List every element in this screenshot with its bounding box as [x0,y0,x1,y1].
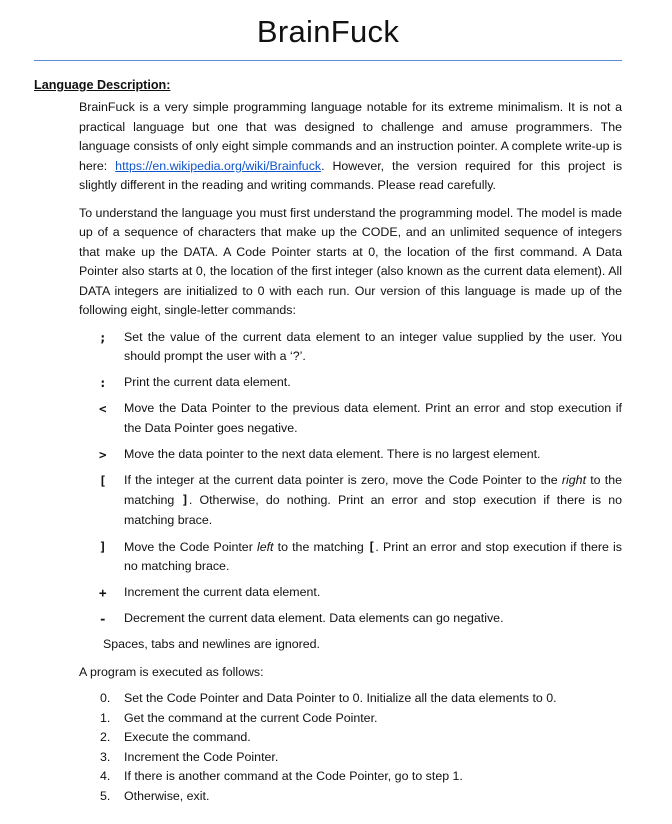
desc-emphasis: left [256,539,274,554]
step-number: 2. [100,730,111,744]
command-description: Decrement the current data element. Data elements can go negative. [124,611,504,625]
command-symbol: ] [99,538,107,554]
command-description [124,537,622,577]
command-description: Increment the current data element. [124,585,321,599]
step-text: Otherwise, exit. [124,788,210,803]
command-symbol: : [99,375,107,390]
command-description [124,471,622,531]
step-item [79,748,622,768]
step-number: 3. [100,749,111,764]
desc-part: to the matching [124,472,622,507]
desc-part: . Print an error and stop execution if there is no matching brace. [124,539,622,573]
command-item [79,537,622,577]
step-text: Increment the Code Pointer. [124,749,279,764]
step-number: 5. [100,788,111,803]
step-text: Get the command at the current Code Pointer. [124,710,378,725]
step-text: If there is another command at the Code Pointer, go to step 1. [124,769,463,783]
intro-text-after-link: . However, the version required for this project is slightly different in the reading and writing commands. Please read carefully. [79,158,623,192]
command-item [79,328,622,367]
desc-part: If the integer at the current data pointer is zero, move the Code Pointer to the [124,472,562,487]
command-symbol: [ [99,472,107,488]
step-number: 0. [100,691,111,705]
desc-emphasis: right [561,472,587,487]
command-symbol: ; [99,329,107,345]
command-item [79,471,622,531]
step-item [79,767,622,787]
step-text: Execute the command. [124,730,251,744]
step-item [79,689,622,709]
model-paragraph: To understand the language you must first understand the programming model. The model is made up of a sequence of characters that make up the CODE, and an unlimited sequence of integers that make up the DATA. A Code Pointer starts at 0, the location of the first command. A Data Pointer also starts at 0, the location of the first integer (also known as the current data element). All DATA integers are initialized to 0 with each run. Our version of this language is made up of the following eight, single-letter commands: [79,205,622,317]
desc-code: [ [367,538,376,554]
command-item [79,399,622,438]
command-list [79,328,622,629]
command-item [79,373,622,393]
step-text: Set the Code Pointer and Data Pointer to 0. Initialize all the data elements to 0. [124,691,557,705]
step-item [79,787,622,807]
command-symbol: > [99,446,107,462]
step-item [79,709,622,729]
step-number: 1. [100,710,111,725]
title-underline-rule [34,60,622,61]
command-symbol: + [99,585,107,600]
command-symbol: < [99,401,107,416]
document-title: BrainFuck [256,14,400,49]
command-symbol: - [99,611,107,626]
step-item [79,728,622,748]
content-body [79,98,622,806]
command-item [79,583,622,603]
wikipedia-link[interactable]: https://en.wikipedia.org/wiki/Brainfuck [115,158,322,173]
command-item [79,609,622,629]
intro-text-before-link: BrainFuck is a very simple programming language notable for its extreme minimalism. It is not a practical language but one that was designed to challenge and amuse programmers. The language consists of only eight simple commands and an instruction pointer. A complete write-up is here: [79,100,622,173]
desc-code: ] [181,492,189,507]
section-heading: Language Description: [34,78,171,92]
command-description: Print the current data element. [124,375,291,389]
command-description: Move the Data Pointer to the previous data element. Print an error and stop execution if the Data Pointer goes negative. [124,401,622,435]
command-description: Set the value of the current data element to an integer value supplied by the user. You should prompt the user with a ‘?’. [124,329,622,363]
execution-intro: A program is executed as follows: [79,664,264,679]
command-item [79,445,622,465]
desc-part: Move the Code Pointer [124,539,257,554]
step-number: 4. [100,769,111,783]
intro-paragraph [79,98,622,196]
desc-part: . Otherwise, do nothing. Print an error and stop execution if there is no matching brace. [124,493,622,527]
execution-steps [79,689,622,806]
whitespace-note: Spaces, tabs and newlines are ignored. [103,637,320,651]
command-description: Move the data pointer to the next data element. There is no largest element. [124,446,541,461]
desc-part: to the matching [273,539,368,554]
